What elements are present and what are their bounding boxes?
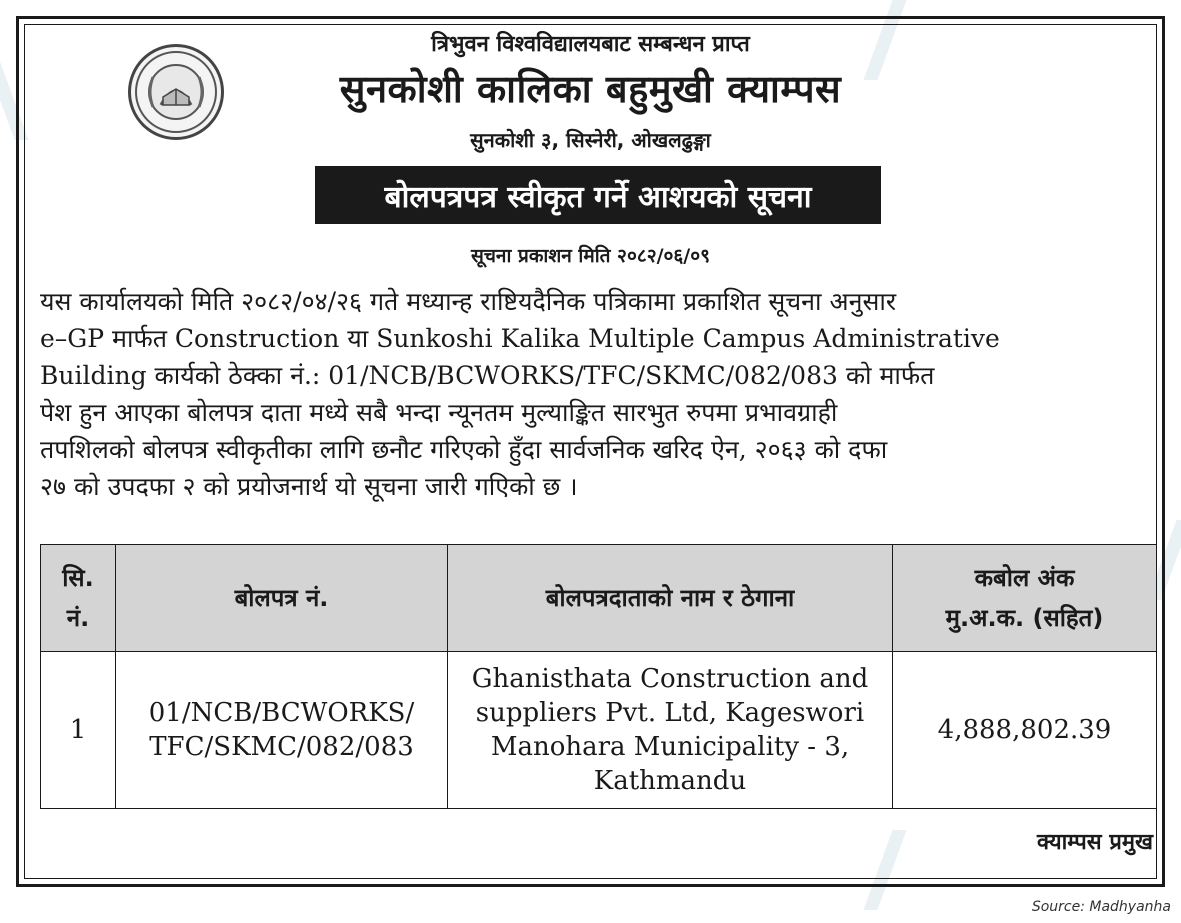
header-sn-line1: सि. <box>62 564 94 592</box>
cell-bidder-line2: suppliers Pvt. Ltd, Kageswori <box>475 698 865 728</box>
body-line: तपशिलको बोलपत्र स्वीकृतीका लागि छनौट गरिएको हुँदा सार्वजनिक खरिद ऐन, २०६३ को दफा <box>40 435 888 464</box>
body-line: २७ को उपदफा २ को प्रयोजनार्थ यो सूचना जारी गएिको छ । <box>40 472 578 501</box>
table-row <box>41 652 1157 809</box>
header-sn-line2: नं. <box>66 604 90 632</box>
header-bidder: बोलपत्रदाताको नाम र ठेगाना <box>448 545 893 652</box>
campus-address: सुनकोशी ३, सिस्नेरी, ओखलढुङ्गा <box>470 128 711 152</box>
publication-date: सूचना प्रकाशन मिति २०८२/०६/०९ <box>471 245 710 267</box>
table-header-row <box>41 545 1157 652</box>
header-amount <box>893 545 1157 652</box>
cell-bidder-line4: Kathmandu <box>593 766 747 796</box>
cell-bidder <box>448 652 893 809</box>
cell-bid-no <box>116 652 448 809</box>
cell-bidder-line1: Ghanisthata Construction and <box>471 664 869 694</box>
body-line: Building कार्यको ठेक्का नं.: 01/NCB/BCWORKS/TFC/SKMC/082/083 को मार्फत <box>40 361 935 390</box>
body-line: e–GP मार्फत Construction या Sunkoshi Kalika Multiple Campus Administrative <box>40 324 1000 353</box>
header-amount-line2: मु.अ.क. (सहित) <box>945 604 1104 632</box>
cell-bid-no-line2: TFC/SKMC/082/083 <box>149 732 414 762</box>
notice-body <box>40 283 1155 505</box>
affiliation-line: त्रिभुवन विश्वविद्यालयबाट सम्बन्धन प्राप्त <box>431 32 750 57</box>
bid-table <box>40 544 1157 809</box>
campus-name: सुनकोशी कालिका बहुमुखी क्याम्पस <box>339 67 842 111</box>
cell-amount: 4,888,802.39 <box>893 652 1157 809</box>
body-line: पेश हुन आएका बोलपत्र दाता मध्ये सबै भन्दा न्यूनतम मुल्याङ्कित सारभुत रुपमा प्रभावग्राही <box>40 398 838 427</box>
cell-bidder-line3: Manohara Municipality - 3, <box>490 732 850 762</box>
header-amount-line1: कबोल अंक <box>974 564 1075 592</box>
header-sn <box>41 545 116 652</box>
source-credit: Source: Madhyanha <box>1031 899 1171 915</box>
notice-title <box>315 166 881 224</box>
cell-sn: 1 <box>41 652 116 809</box>
body-line: यस कार्यालयको मिति २०८२/०४/२६ गते मध्यान्ह राष्टियदैनिक पत्रिकामा प्रकाशित सूचना अनुसार <box>40 287 897 316</box>
header-bid-no: बोलपत्र नं. <box>116 545 448 652</box>
signature-campus-chief: क्याम्पस प्रमुख <box>1037 830 1153 855</box>
notice-title-text: बोलपत्रपत्र स्वीकृत गर्ने आशयको सूचना <box>384 179 812 215</box>
cell-bid-no-line1: 01/NCB/BCWORKS/ <box>148 698 415 728</box>
